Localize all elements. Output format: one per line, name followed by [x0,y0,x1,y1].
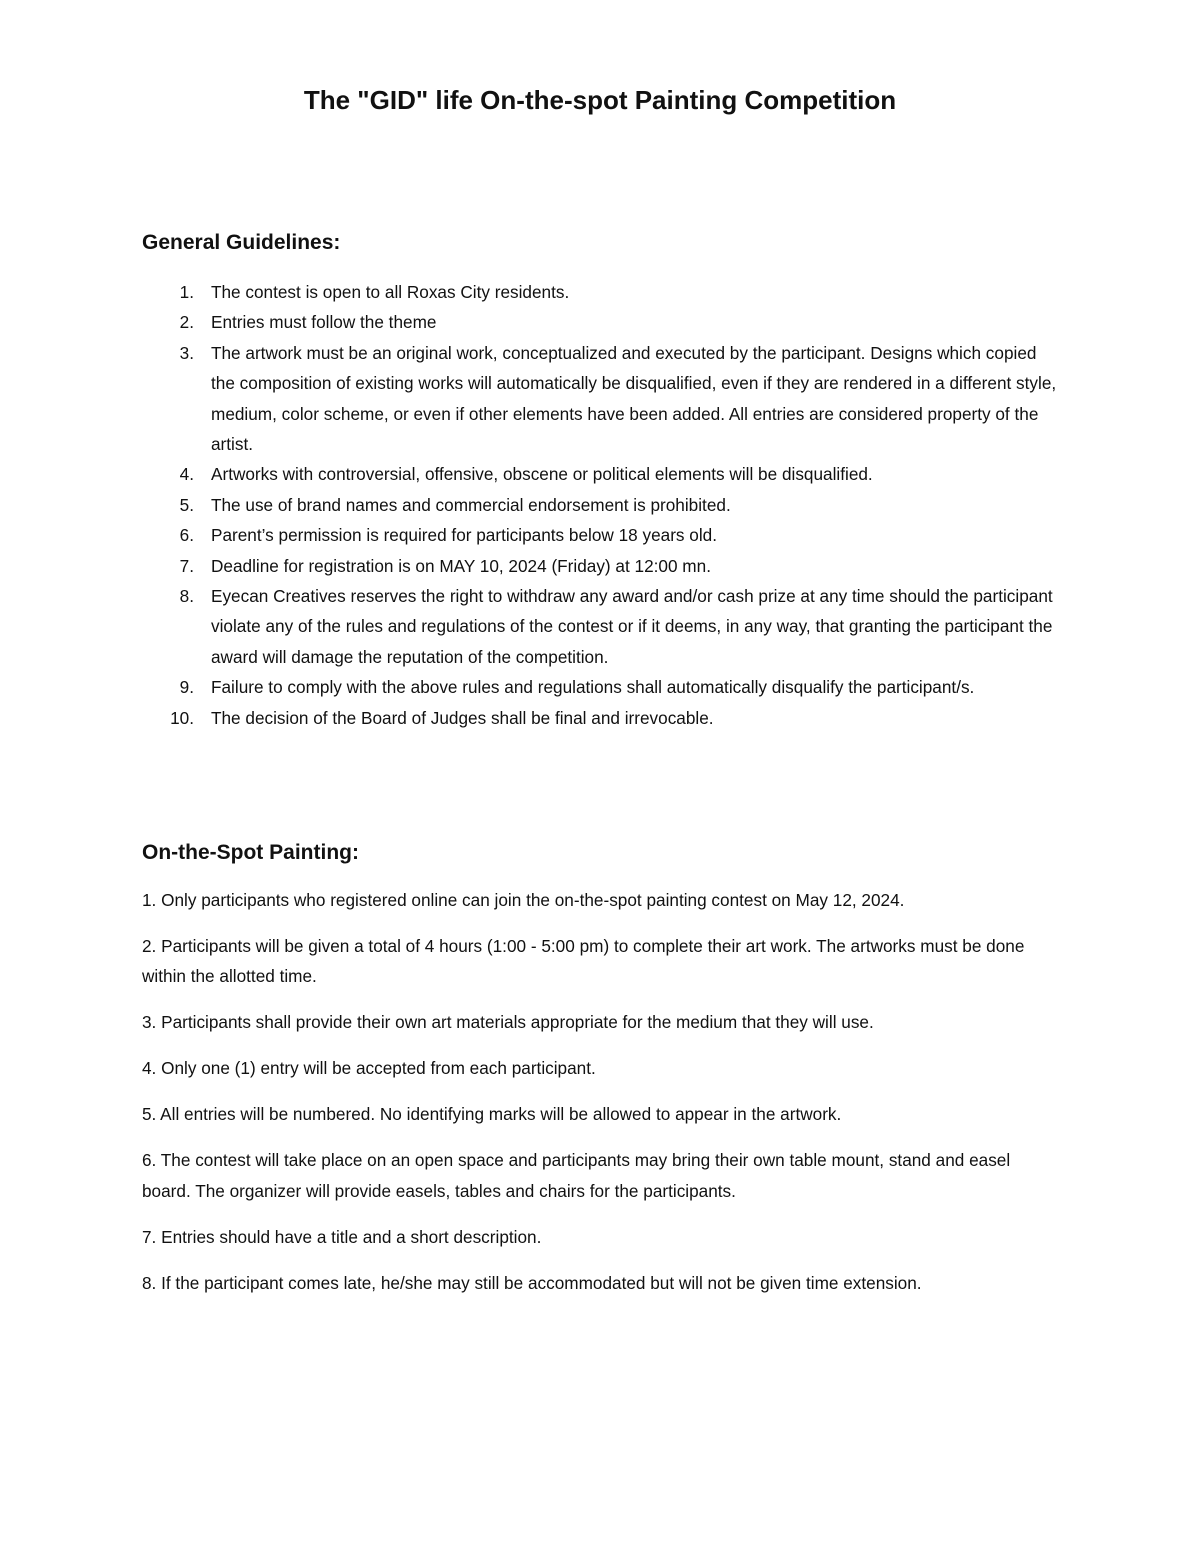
guideline-item [142,520,1062,550]
guideline-item [142,459,1062,489]
on-the-spot-heading: On-the-Spot Painting: [142,841,359,864]
on-the-spot-rules [142,885,1062,1314]
guideline-text: Failure to comply with the above rules and regulations shall automatically disqualify the participant/s. [211,677,975,698]
guideline-item [142,703,1062,733]
guideline-text: The use of brand names and commercial endorsement is prohibited. [211,494,731,515]
guideline-number: 6 . [142,520,194,550]
document-title: The "GID" life On-the-spot Painting Competition [303,85,897,115]
guideline-number: 9 . [142,672,194,702]
guideline-item [142,277,1062,307]
guideline-item [142,672,1062,702]
spot-rule-paragraph: 1. Only participants who registered online can join the on-the-spot painting contest on May 12, 2024. [142,890,905,910]
guideline-text: Entries must follow the theme [211,312,437,333]
guideline-number: 3 . [142,338,194,368]
guideline-number: 1 . [142,277,194,307]
guideline-item [142,307,1062,337]
guideline-item [142,581,1062,672]
guideline-number: 10 . [142,703,194,733]
spot-rule-paragraph: 4. Only one (1) entry will be accepted from each participant. [142,1058,596,1079]
guideline-number: 7 . [142,551,194,581]
general-guidelines-list [142,277,1062,733]
guideline-text: Artworks with controversial, offensive, obscene or political elements will be disqualified. [211,464,873,485]
general-guidelines-heading: General Guidelines: [142,231,341,254]
guideline-number: 8 . [142,581,194,611]
guideline-text: The artwork must be an original work, conceptualized and executed by the participant. Designs which copied the composition of existing works will automatically be disqualified, even if they are rendered in a different style, medium, color scheme, or even if other elements have been added. All entries are considered property of the artist. [211,342,1057,455]
guideline-item [142,551,1062,581]
spot-rule-paragraph: 6. The contest will take place on an open space and participants may bring their own table mount, stand and easel board. The organizer will provide easels, tables and chairs for the participants. [142,1150,1011,1201]
spot-rule-paragraph: 5. All entries will be numbered. No identifying marks will be allowed to appear in the artwork. [142,1104,842,1125]
guideline-number: 4 . [142,459,194,489]
spot-rule-paragraph: 8. If the participant comes late, he/she may still be accommodated but will not be given time extension. [142,1272,922,1293]
guideline-number: 2 . [142,307,194,337]
spot-rule-paragraph: 2. Participants will be given a total of 4 hours (1:00 - 5:00 pm) to complete their art work. The artworks must be done within the allotted time. [142,936,1025,987]
spot-rule-paragraph: 7. Entries should have a title and a short description. [142,1226,542,1247]
guideline-number: 5 . [142,490,194,520]
guideline-text: The contest is open to all Roxas City residents. [211,282,570,302]
guideline-text: The decision of the Board of Judges shall be final and irrevocable. [211,707,714,728]
guideline-item [142,490,1062,520]
spot-rule-paragraph: 3. Participants shall provide their own art materials appropriate for the medium that they will use. [142,1012,874,1033]
guideline-item [142,338,1062,460]
guideline-text: Parent’s permission is required for participants below 18 years old. [211,525,718,546]
guideline-text: Eyecan Creatives reserves the right to withdraw any award and/or cash prize at any time should the participant violate any of the rules and regulations of the contest or if it deems, in any way, that granting the participant the award will damage the reputation of the competition. [211,586,1053,667]
guideline-text: Deadline for registration is on MAY 10, 2024 (Friday) at 12:00 mn. [211,555,711,576]
